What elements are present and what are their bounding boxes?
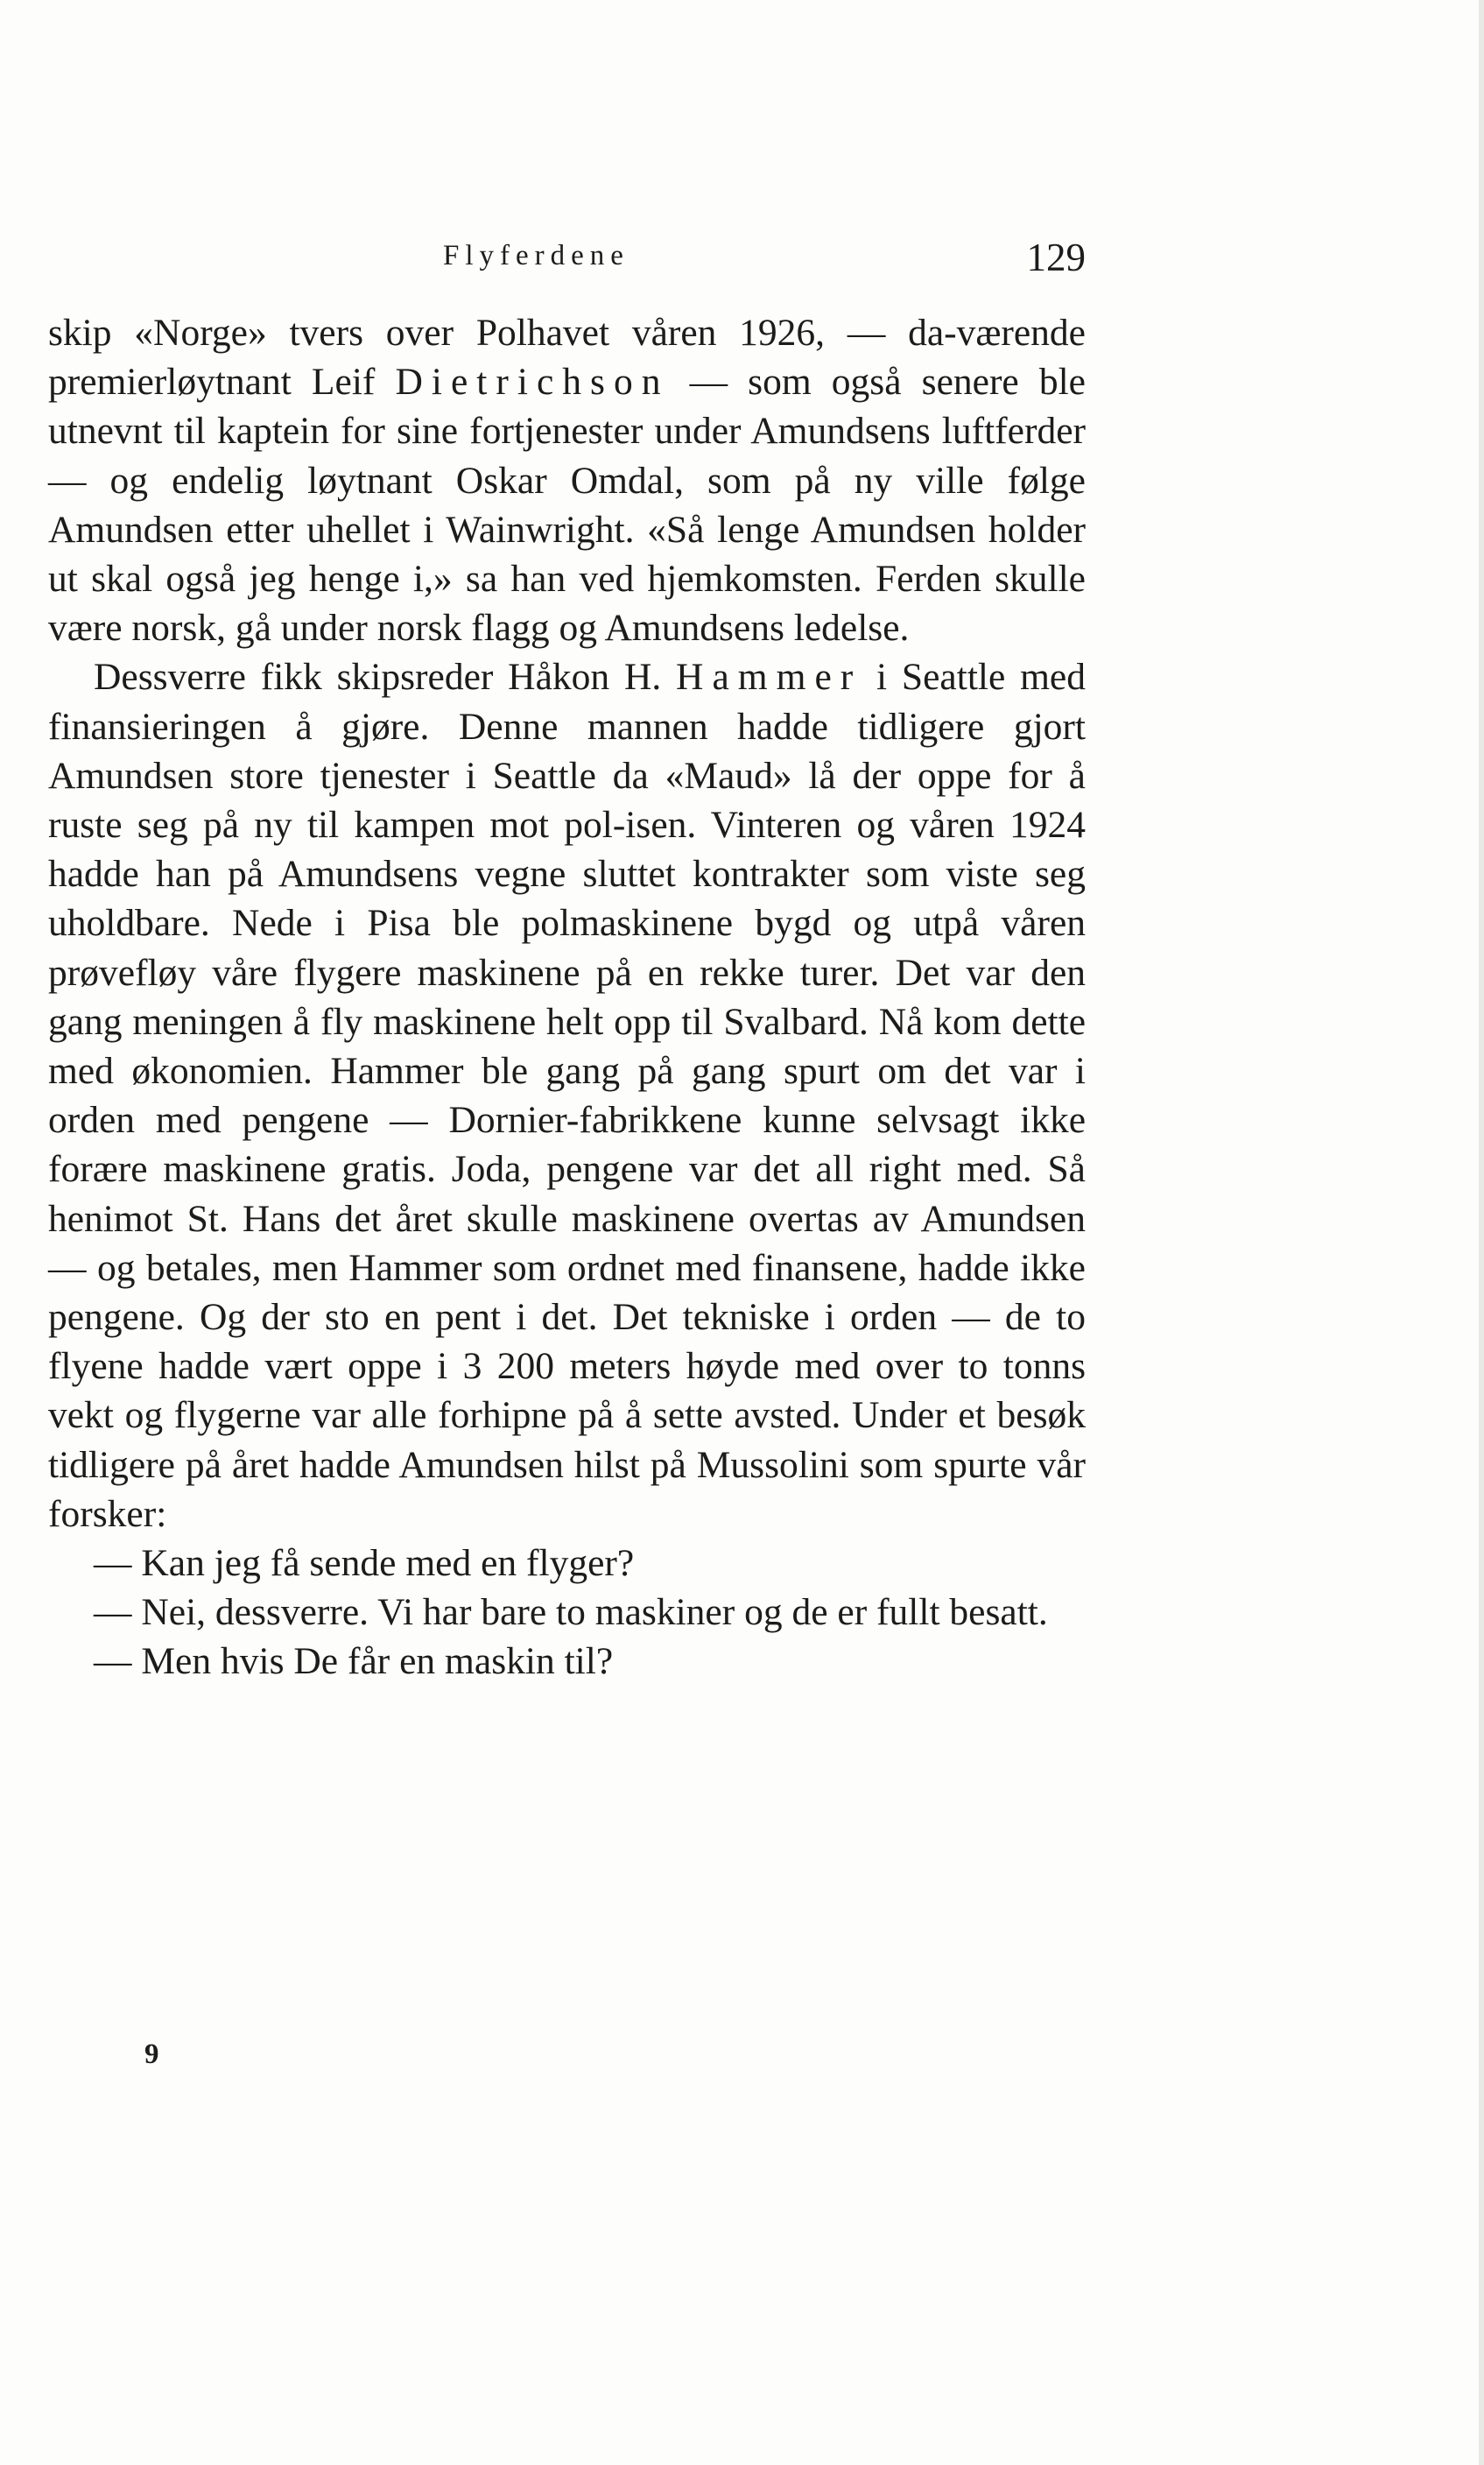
paragraph [48, 308, 1086, 652]
spaced-name: Hammer [676, 656, 862, 699]
dialogue-line [48, 1539, 1086, 1588]
text-run: — Kan jeg få sende med en flyger? [94, 1542, 635, 1585]
paragraph [48, 652, 1086, 1539]
body-text [48, 308, 1086, 1687]
running-title: Flyferdene [443, 240, 629, 271]
spaced-name: Dietrichson [395, 361, 670, 404]
text-run: i Seattle med finansieringen å gjøre. Denne mannen hadde tidligere gjort Amundsen store tjenester i Seattle da «Maud» lå der oppe for å ruste seg på ny til kampen mot pol-isen. Vinteren og våren 1924 hadde han på Amundsens vegne sluttet kontrakter som viste seg uholdbare. Nede i Pisa ble polmaskinene bygd og utpå våren prøvefløy våre flygere maskinene på en rekke turer. Det var den gang meningen å fly maskinene helt opp til Svalbard. Nå kom dette med økonomien. Hammer ble gang på gang spurt om det var i orden med pengene — Dornier-fabrikkene kunne selvsagt ikke forære maskinene gratis. Joda, pengene var det all right med. Så henimot St. Hans det året skulle maskinene overtas av Amundsen — og betales, men Hammer som ordnet med finansene, hadde ikke pengene. Og der sto en pent i det. Det tekniske i orden — de to flyene hadde vært oppe i 3 200 meters høyde med over to tonns vekt og flygerne var alle forhipne på å sette avsted. Under et besøk tidligere på året hadde Amundsen hilst på Mussolini som spurte vår forsker: [48, 656, 1086, 1535]
page-edge [1479, 0, 1484, 2465]
text-run: — Nei, dessverre. Vi har bare to maskiner og de er fullt besatt. [94, 1591, 1048, 1634]
text-run: Dessverre fikk skipsreder Håkon H. [94, 656, 677, 699]
dialogue-line [48, 1637, 1086, 1686]
text-run: skip «Norge» tvers over Polhavet våren 1926, — da-værende premierløytnant Leif [48, 312, 1086, 404]
dialogue-line [48, 1588, 1086, 1637]
page-number: 129 [1026, 236, 1086, 279]
text-run: — som også senere ble utnevnt til kaptein for sine fortjenester under Amundsens luftferder — og endelig løytnant Oskar Omdal, som på ny ville følge Amundsen etter uhellet i Wainwright. «Så lenge Amundsen holder ut skal også jeg henge i,» sa han ved hjemkomsten. Ferden skulle være norsk, gå under norsk flagg og Amundsens ledelse. [48, 361, 1086, 650]
page-header [263, 229, 1086, 291]
text-run: — Men hvis De får en maskin til? [94, 1640, 614, 1683]
signature-mark: 9 [144, 2039, 159, 2070]
